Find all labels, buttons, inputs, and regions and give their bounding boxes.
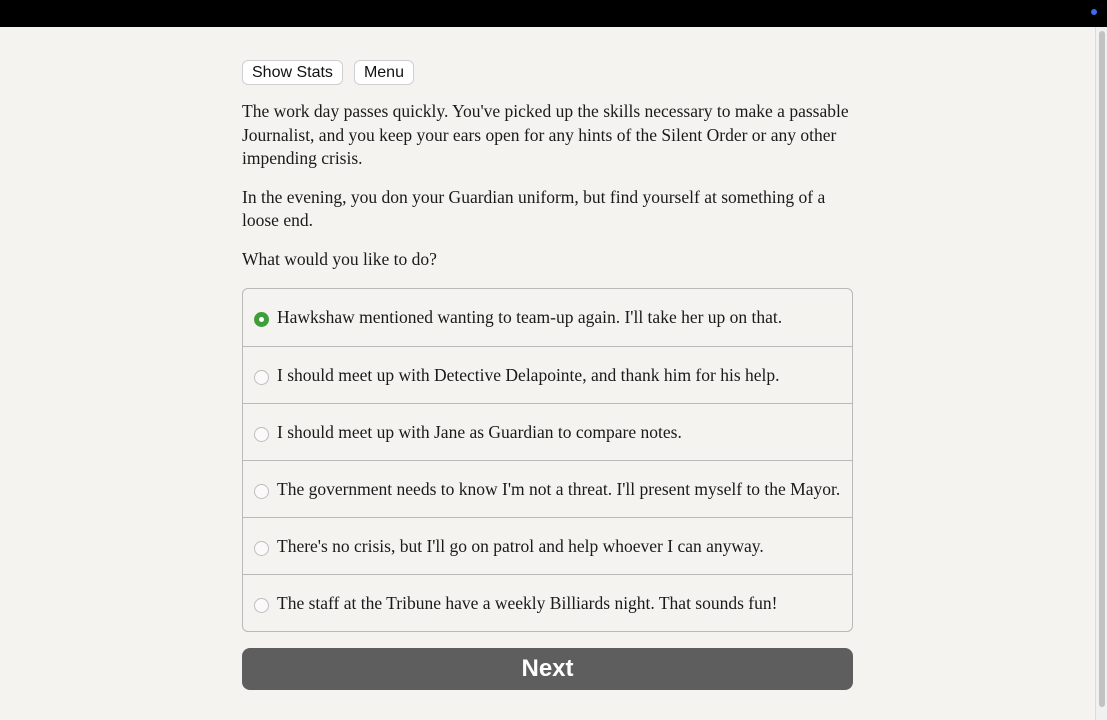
choice-label: The staff at the Tribune have a weekly Billiards night. That sounds fun! [277,592,778,613]
radio-unselected-icon[interactable] [254,484,269,499]
choice-option[interactable] [243,574,852,631]
show-stats-button[interactable]: Show Stats [242,60,343,85]
choice-option[interactable] [243,346,852,403]
next-button[interactable]: Next [242,648,853,690]
choice-label: The government needs to know I'm not a threat. I'll present myself to the Mayor. [277,478,841,499]
window-top-bar [0,0,1107,27]
choice-list [242,288,853,632]
radio-unselected-icon[interactable] [254,541,269,556]
choice-option[interactable] [243,403,852,460]
choice-option[interactable] [243,460,852,517]
scrollbar-thumb[interactable] [1099,31,1105,707]
radio-selected-icon[interactable] [254,312,269,327]
choice-label: Hawkshaw mentioned wanting to team-up again. I'll take her up on that. [277,307,783,327]
choice-option[interactable] [243,517,852,574]
choice-label: I should meet up with Detective Delapointe, and thank him for his help. [277,364,780,385]
status-dot-icon [1091,9,1097,15]
menu-button[interactable]: Menu [354,60,414,85]
radio-unselected-icon[interactable] [254,598,269,613]
passage-paragraph: In the evening, you don your Guardian uniform, but find yourself at something of a loose end. [242,186,826,230]
choice-label: There's no crisis, but I'll go on patrol and help whoever I can anyway. [277,535,764,556]
choice-label: I should meet up with Jane as Guardian to compare notes. [277,421,682,442]
story-content [242,60,853,690]
radio-unselected-icon[interactable] [254,427,269,442]
choice-option[interactable] [243,289,852,346]
question-prompt: What would you like to do? [242,248,437,269]
top-button-bar [242,60,853,85]
radio-unselected-icon[interactable] [254,370,269,385]
passage-paragraph: The work day passes quickly. You've picked up the skills necessary to make a passable Journalist, and you keep your ears open for any hints of the Silent Order or any other impending crisis. [242,101,849,168]
